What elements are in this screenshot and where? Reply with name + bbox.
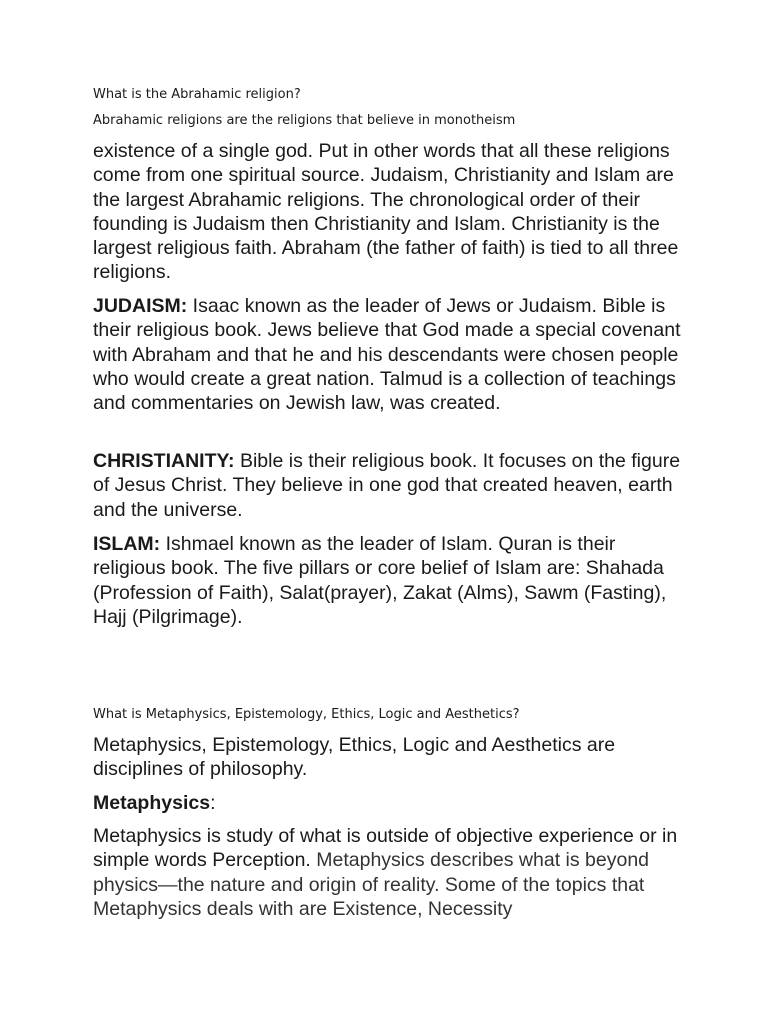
paragraph-metaphysics: [93, 824, 683, 921]
question-abrahamic: What is the Abrahamic religion?: [93, 87, 301, 102]
heading-christianity: CHRISTIANITY:: [93, 450, 235, 472]
text-islam: Ishmael known as the leader of Islam. Quran is their religious book. The five pillars or core belief of Islam are: Shahada (Profession of Faith), Salat(prayer), Zakat (Alms), Sawm (Fasting), Hajj (Pilgrimage).: [93, 533, 667, 628]
heading-judaism: JUDAISM:: [93, 295, 188, 317]
intro-philosophy: Metaphysics, Epistemology, Ethics, Logic and Aesthetics are disciplines of philosophy.: [93, 734, 616, 781]
heading-metaphysics-line: [93, 791, 683, 815]
heading-metaphysics: Metaphysics: [93, 792, 211, 814]
question-philosophy: What is Metaphysics, Epistemology, Ethics, Logic and Aesthetics?: [93, 707, 520, 722]
paragraph-abrahamic: existence of a single god. Put in other words that all these religions come from one spiritual source. Judaism, Christianity and Islam are the largest Abrahamic religions. The chronological order of their founding is Judaism then Christianity and Islam. Christianity is the largest religious faith. Abraham (the father of faith) is tied to all three religions.: [93, 140, 679, 284]
text-metaphysics-b: Metaphysics describes what is beyond physics—the nature and origin of reality. Some of the topics that Metaphysics deals with are Existence, Necessity: [93, 849, 650, 920]
text-judaism: Isaac known as the leader of Jews or Judaism. Bible is their religious book. Jews believe that God made a special covenant with Abraham and that he and his descendants were chosen people who would create a great nation. Talmud is a collection of teachings and commentaries on Jewish law, was created.: [93, 295, 681, 415]
paragraph-islam: [93, 532, 683, 629]
heading-islam: ISLAM:: [93, 533, 161, 555]
text-metaphysics-a: Metaphysics is study of what is outside of objective experience or in simple words Perception.: [93, 825, 678, 872]
heading-metaphysics-colon: :: [210, 792, 216, 814]
paragraph-judaism: [93, 294, 683, 415]
intro-abrahamic: Abrahamic religions are the religions that believe in monotheism: [93, 113, 516, 128]
text-christianity: Bible is their religious book. It focuses on the figure of Jesus Christ. They believe in one god that created heaven, earth and the universe.: [93, 450, 681, 521]
paragraph-christianity: [93, 449, 683, 522]
